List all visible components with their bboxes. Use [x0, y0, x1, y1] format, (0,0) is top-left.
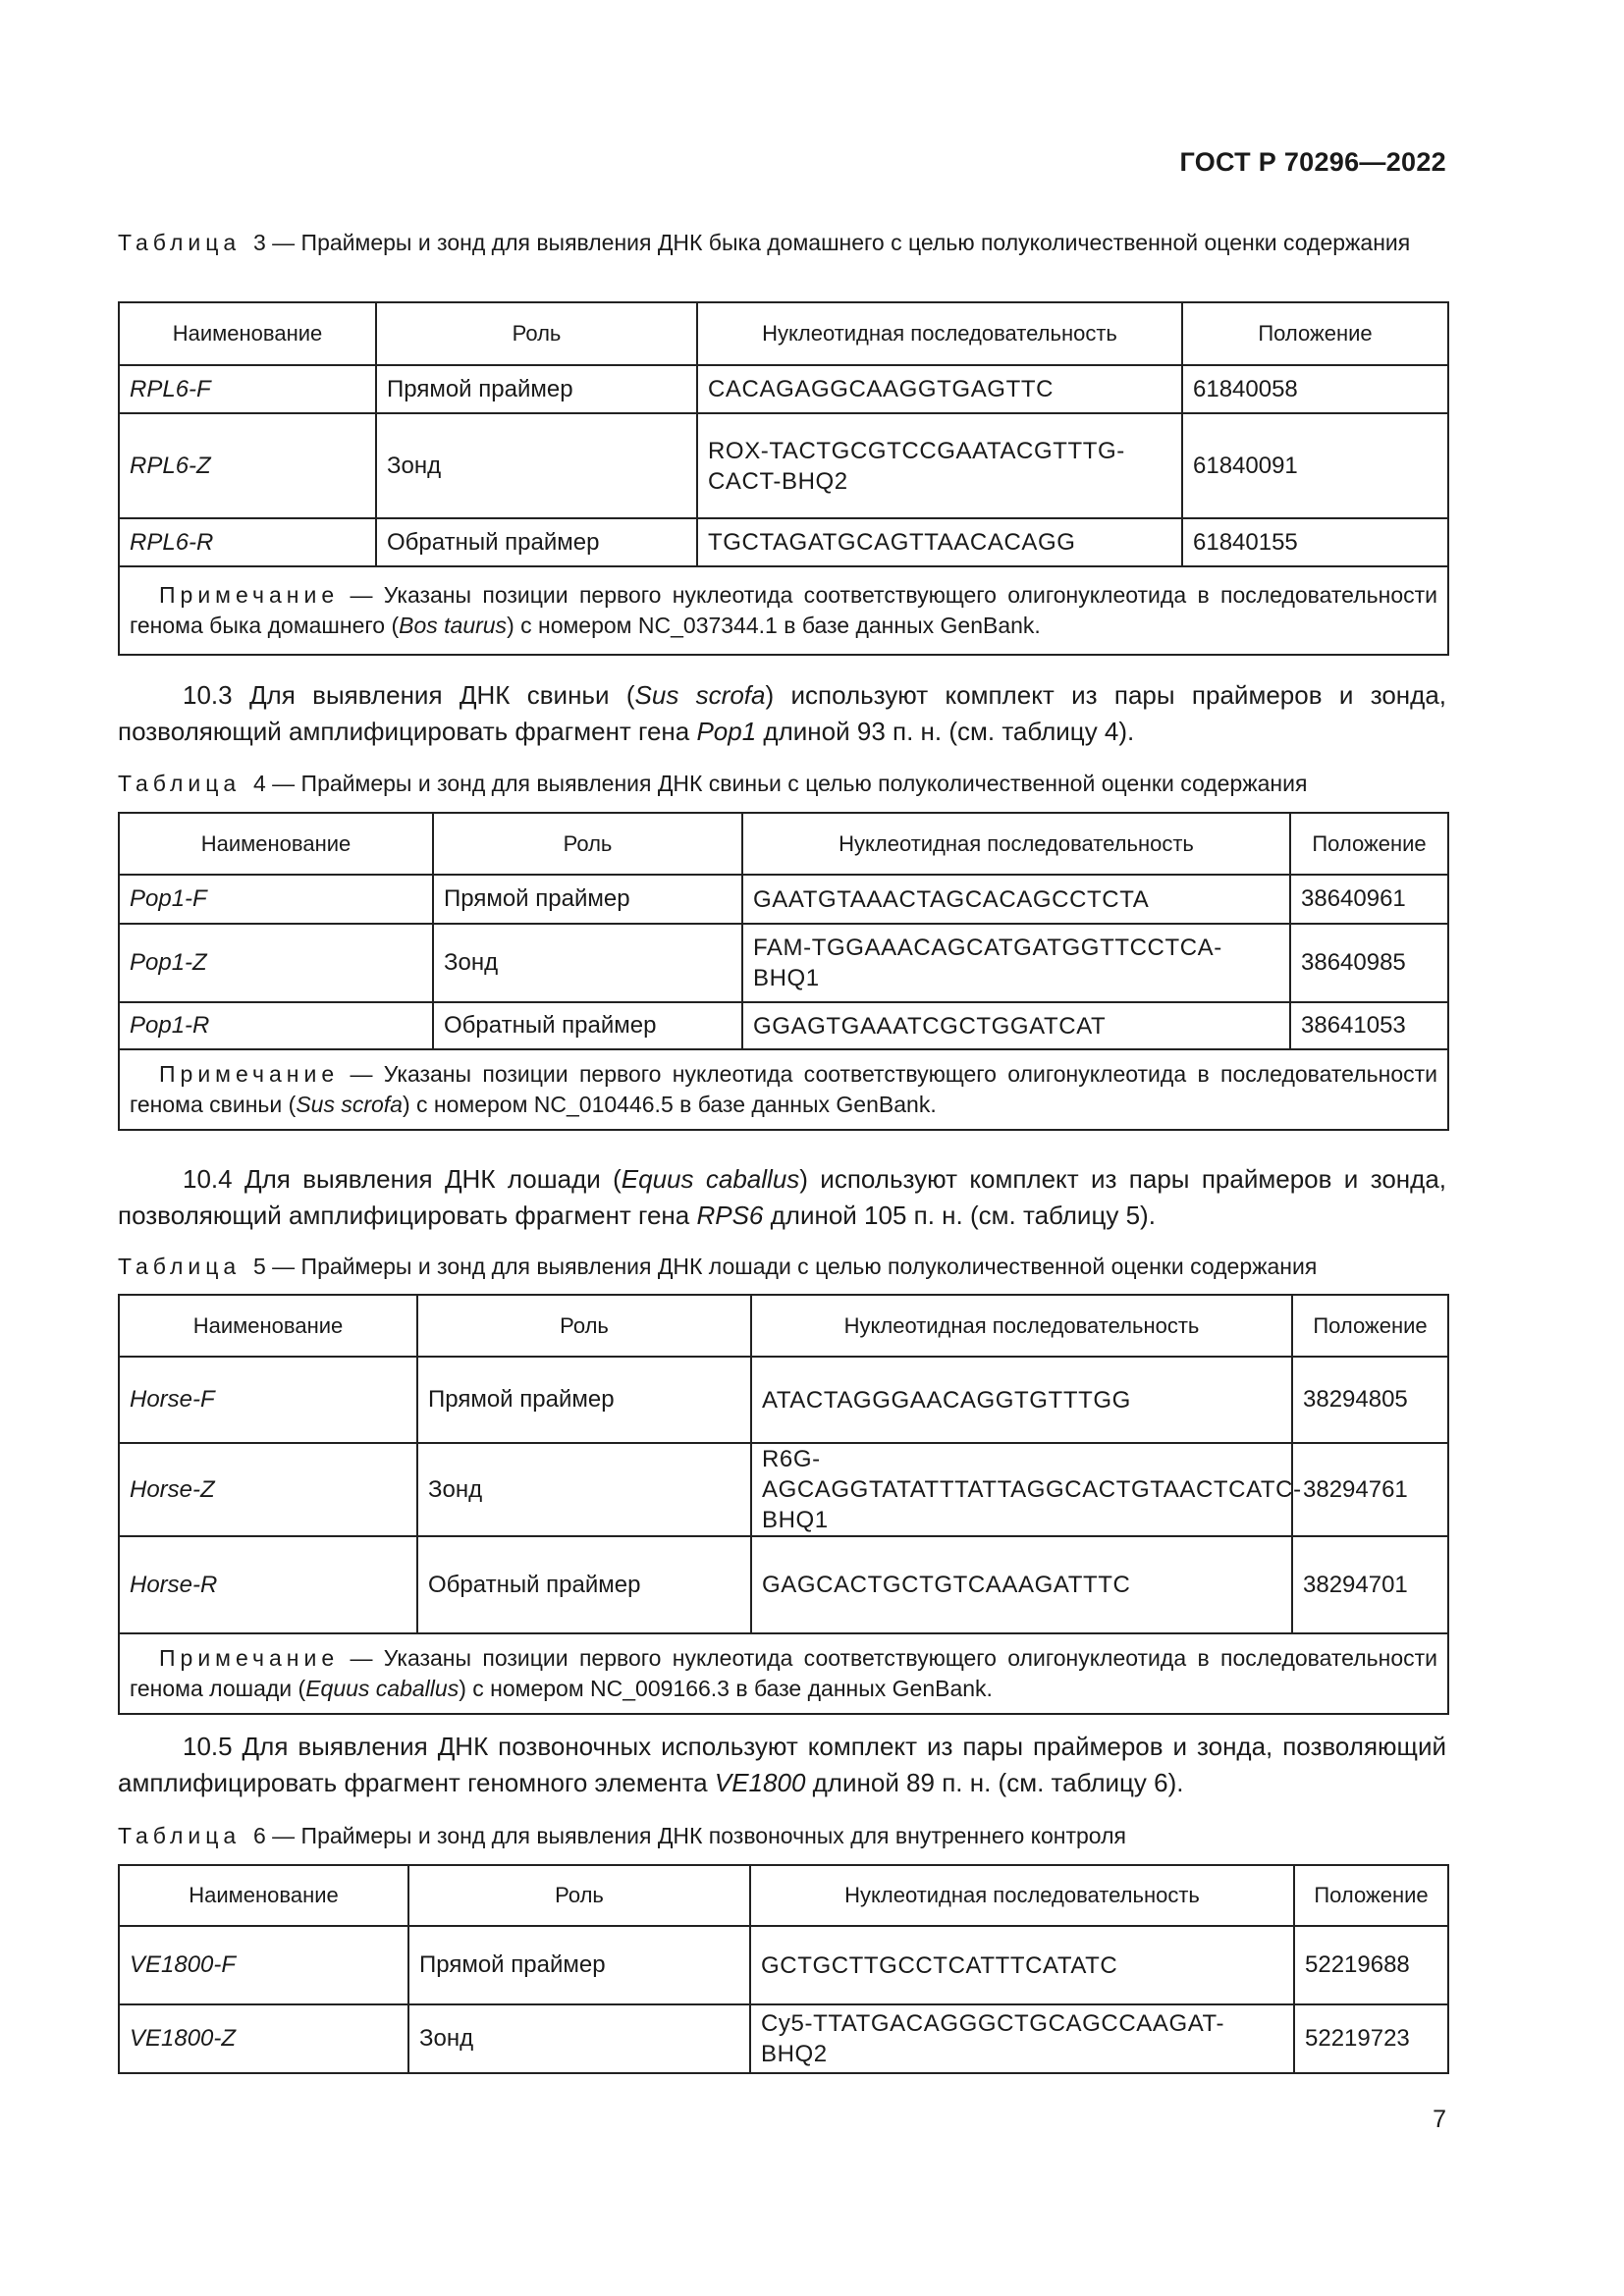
table-3 [118, 301, 1449, 656]
column-header: Положение [1290, 813, 1448, 875]
table-caption [118, 1821, 1446, 1851]
primer-role: Зонд [433, 924, 742, 1002]
note-label: Примечание [159, 1061, 340, 1087]
table-row [119, 2004, 1448, 2073]
nucleotide-sequence: R6G-AGCAGGTATATTTATTAGGCACTGTAACTCATC-BHQ1 [751, 1443, 1292, 1536]
primer-role: Прямой праймер [376, 365, 697, 413]
table-note-row [119, 1633, 1448, 1714]
table-header-row [119, 813, 1448, 875]
table-header-row [119, 1865, 1448, 1926]
table-row [119, 365, 1448, 413]
primer-role: Обратный праймер [433, 1002, 742, 1049]
primer-name: VE1800-F [119, 1926, 408, 2004]
table-note-row [119, 1049, 1448, 1130]
nucleotide-sequence: GGAGTGAAATCGCTGGATCAT [742, 1002, 1290, 1049]
genome-position: 38294701 [1292, 1536, 1448, 1633]
table-note: Примечание — Указаны позиции первого нуклеотида соответствующего олигонуклеотида в последовательности генома быка домашнего (Bos taurus) с номером NC_037344.1 в базе данных GenBank. [119, 566, 1448, 655]
primer-role: Зонд [376, 413, 697, 518]
genome-position: 52219688 [1294, 1926, 1448, 2004]
table-5 [118, 1294, 1449, 1715]
paragraph-10-5: 10.5 Для выявления ДНК позвоночных используют комплект из пары праймеров и зонда, позволяющий амплифицировать фрагмент геномного элемента VE1800 длиной 89 п. н. (см. таблицу 6). [118, 1732, 1446, 1797]
column-header: Нуклеотидная последовательность [697, 302, 1182, 365]
table-note: Примечание — Указаны позиции первого нуклеотида соответствующего олигонуклеотида в последовательности генома лошади (Equus caballus) с номером NC_009166.3 в базе данных GenBank. [119, 1633, 1448, 1714]
paragraph-10-4: 10.4 Для выявления ДНК лошади (Equus caballus) используют комплект из пары праймеров и зонда, позволяющий амплифицировать фрагмент гена RPS6 длиной 105 п. н. (см. таблицу 5). [118, 1164, 1446, 1230]
table-row [119, 1357, 1448, 1443]
paragraph-10-3: 10.3 Для выявления ДНК свиньи (Sus scrofa) используют комплект из пары праймеров и зонда, позволяющий амплифицировать фрагмент гена Pop1 длиной 93 п. н. (см. таблицу 4). [118, 680, 1447, 746]
table-row [119, 1443, 1448, 1536]
note-label: Примечание [159, 1645, 340, 1671]
page-number: 7 [1433, 2106, 1446, 2133]
primer-role: Обратный праймер [417, 1536, 751, 1633]
primer-role: Обратный праймер [376, 518, 697, 566]
genome-position: 38294761 [1292, 1443, 1448, 1536]
caption-text: 3 — Праймеры и зонд для выявления ДНК быка домашнего с целью полуколичественной оценки содержания [252, 230, 1411, 255]
genome-position: 61840155 [1182, 518, 1448, 566]
column-header: Роль [433, 813, 742, 875]
table-header-row [119, 1295, 1448, 1357]
primer-name: RPL6-R [119, 518, 376, 566]
table-note: Примечание — Указаны позиции первого нуклеотида соответствующего олигонуклеотида в последовательности генома свиньи (Sus scrofa) с номером NC_010446.5 в базе данных GenBank. [119, 1049, 1448, 1130]
column-header: Роль [376, 302, 697, 365]
genome-position: 38641053 [1290, 1002, 1448, 1049]
genome-position: 52219723 [1294, 2004, 1448, 2073]
nucleotide-sequence: Cy5-TTATGACAGGGCTGCAGCCAAGAT-BHQ2 [750, 2004, 1294, 2073]
table-caption [118, 1252, 1446, 1282]
nucleotide-sequence: GAATGTAAACTAGCACAGCCTCTA [742, 875, 1290, 924]
column-header: Положение [1294, 1865, 1448, 1926]
nucleotide-sequence: ROX-TACTGCGTCCGAATACGTTTG-CACT-BHQ2 [697, 413, 1182, 518]
column-header: Нуклеотидная последовательность [751, 1295, 1292, 1357]
nucleotide-sequence: GCTGCTTGCCTCATTTCATATC [750, 1926, 1294, 2004]
document-header-code: ГОСТ Р 70296—2022 [1179, 147, 1446, 177]
primer-name: Horse-Z [119, 1443, 417, 1536]
table-row [119, 1926, 1448, 2004]
primer-name: RPL6-F [119, 365, 376, 413]
table-4 [118, 812, 1449, 1131]
table-header-row [119, 302, 1448, 365]
column-header: Наименование [119, 302, 376, 365]
caption-label: Таблица [118, 1823, 242, 1848]
primer-name: VE1800-Z [119, 2004, 408, 2073]
genome-position: 38640985 [1290, 924, 1448, 1002]
caption-text: 6 — Праймеры и зонд для выявления ДНК позвоночных для внутреннего контроля [252, 1823, 1126, 1848]
column-header: Наименование [119, 1865, 408, 1926]
primer-role: Прямой праймер [417, 1357, 751, 1443]
genome-position: 61840091 [1182, 413, 1448, 518]
primer-name: RPL6-Z [119, 413, 376, 518]
caption-text: 5 — Праймеры и зонд для выявления ДНК лошади с целью полуколичественной оценки содержания [252, 1254, 1318, 1279]
primer-name: Pop1-R [119, 1002, 433, 1049]
column-header: Положение [1292, 1295, 1448, 1357]
primer-name: Pop1-Z [119, 924, 433, 1002]
column-header: Положение [1182, 302, 1448, 365]
table-row [119, 518, 1448, 566]
table-row [119, 875, 1448, 924]
nucleotide-sequence: ATACTAGGGAACAGGTGTTTGG [751, 1357, 1292, 1443]
primer-role: Прямой праймер [433, 875, 742, 924]
caption-label: Таблица [118, 771, 242, 796]
nucleotide-sequence: GAGCACTGCTGTCAAAGATTTC [751, 1536, 1292, 1633]
caption-label: Таблица [118, 1254, 242, 1279]
note-label: Примечание [159, 582, 340, 608]
genome-position: 38640961 [1290, 875, 1448, 924]
primer-name: Horse-R [119, 1536, 417, 1633]
column-header: Роль [417, 1295, 751, 1357]
nucleotide-sequence: FAM-TGGAAACAGCATGATGGTTCCTCA-BHQ1 [742, 924, 1290, 1002]
genome-position: 61840058 [1182, 365, 1448, 413]
nucleotide-sequence: TGCTAGATGCAGTTAACACAGG [697, 518, 1182, 566]
column-header: Наименование [119, 1295, 417, 1357]
caption-label: Таблица [118, 230, 242, 255]
primer-name: Pop1-F [119, 875, 433, 924]
primer-role: Прямой праймер [408, 1926, 750, 2004]
primer-name: Horse-F [119, 1357, 417, 1443]
table-row [119, 924, 1448, 1002]
table-row [119, 1536, 1448, 1633]
genome-position: 38294805 [1292, 1357, 1448, 1443]
table-caption [118, 769, 1446, 799]
table-caption [118, 228, 1446, 258]
table-row [119, 413, 1448, 518]
primer-role: Зонд [417, 1443, 751, 1536]
column-header: Нуклеотидная последовательность [742, 813, 1290, 875]
column-header: Нуклеотидная последовательность [750, 1865, 1294, 1926]
caption-text: 4 — Праймеры и зонд для выявления ДНК свиньи с целью полуколичественной оценки содержания [252, 771, 1308, 796]
column-header: Роль [408, 1865, 750, 1926]
primer-role: Зонд [408, 2004, 750, 2073]
column-header: Наименование [119, 813, 433, 875]
table-note-row [119, 566, 1448, 655]
table-row [119, 1002, 1448, 1049]
table-6 [118, 1864, 1449, 2074]
nucleotide-sequence: CACAGAGGCAAGGTGAGTTC [697, 365, 1182, 413]
